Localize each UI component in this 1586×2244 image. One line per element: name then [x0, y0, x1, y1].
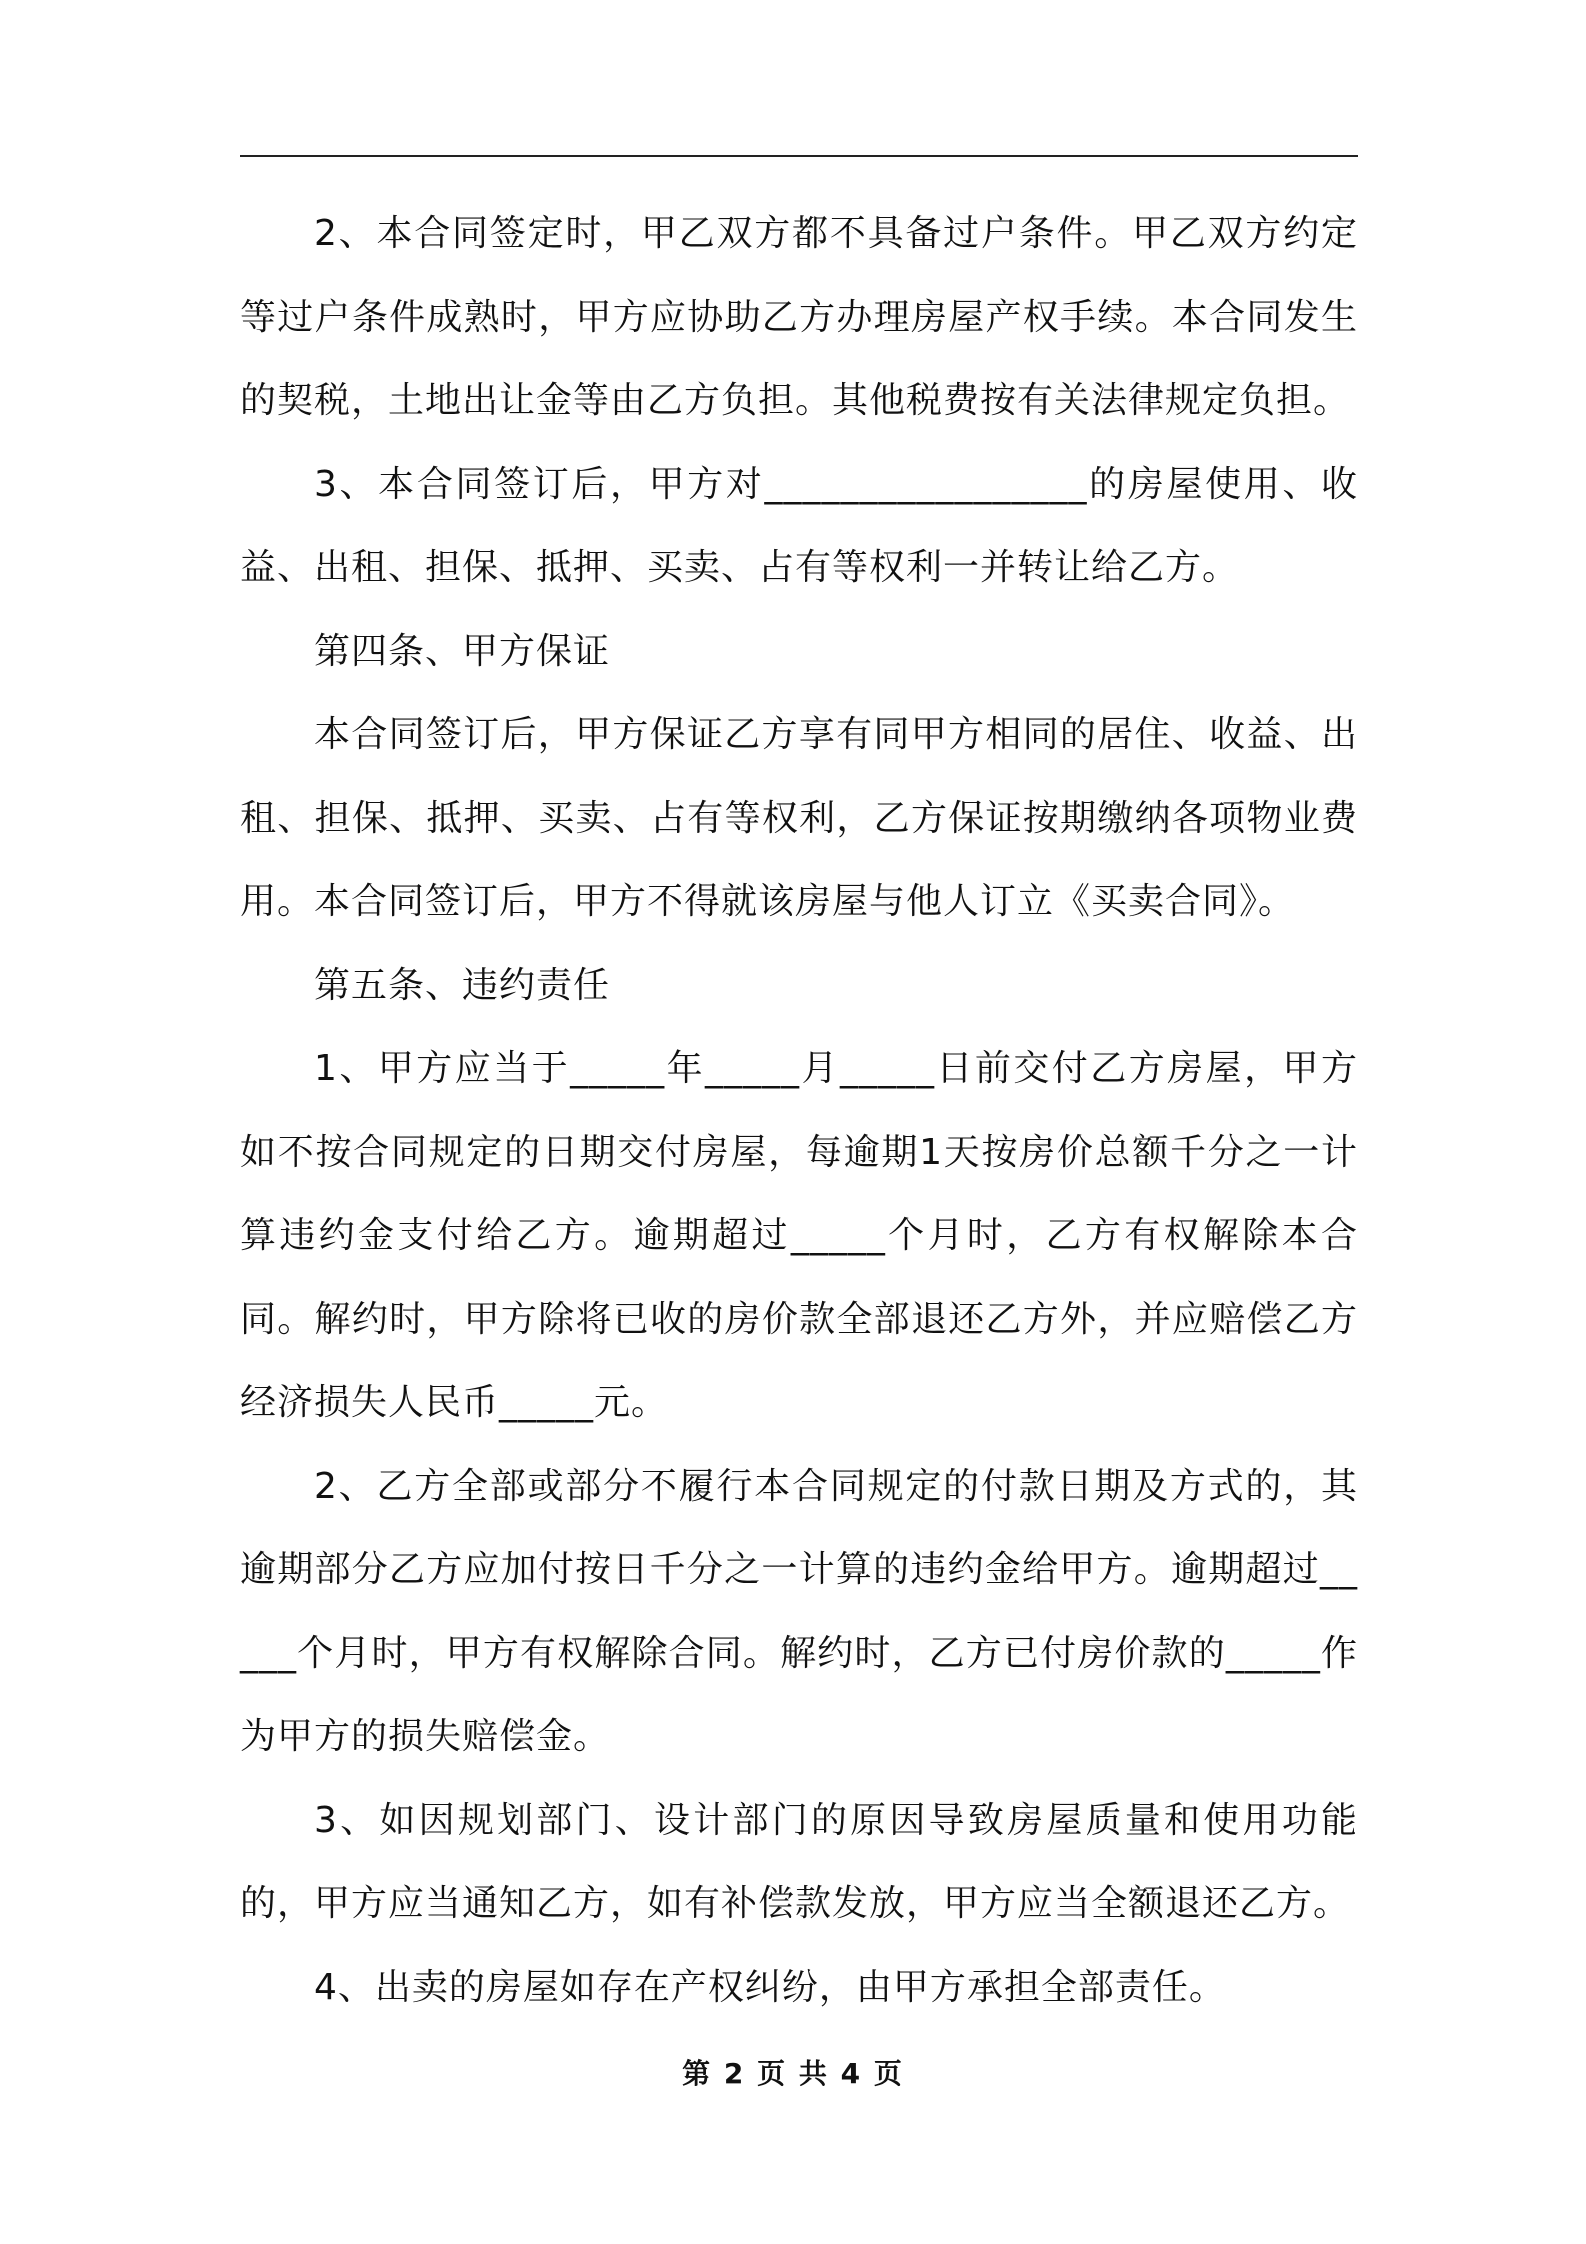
- article-4-heading: 第四条、甲方保证: [314, 630, 611, 672]
- article-5-clause-1: 1、甲方应当于_____年_____月_____日前交付乙方房屋，甲方如不按合同规定的日期交付房屋，每逾期1天按房价总额千分之一计算违约金支付给乙方。逾期超过_____个月时，乙方有权解除本合同。解约时，甲方除将已收的房价款全部退还乙方外，并应赔偿乙方经济损失人民币_____元。: [240, 1048, 1358, 1423]
- document-body: [240, 192, 1358, 2029]
- page-number: 第 2 页 共 4 页: [682, 2057, 904, 2090]
- header-rule: [240, 155, 1358, 157]
- clause-3-rights: 3、本合同签订后，甲方对_________________的房屋使用、收益、出租、担保、抵押、买卖、占有等权利一并转让给乙方。: [240, 463, 1358, 588]
- article-5-clause-4: 4、出卖的房屋如存在产权纠纷，由甲方承担全部责任。: [314, 1966, 1226, 2008]
- article-4-body: 本合同签订后，甲方保证乙方享有同甲方相同的居住、收益、出租、担保、抵押、买卖、占有等权利，乙方保证按期缴纳各项物业费用。本合同签订后，甲方不得就该房屋与他人订立《买卖合同》。: [240, 714, 1358, 922]
- article-5-clause-2: 2、乙方全部或部分不履行本合同规定的付款日期及方式的，其逾期部分乙方应加付按日千分之一计算的违约金给甲方。逾期超过_____个月时，甲方有权解除合同。解约时，乙方已付房价款的_____作为甲方的损失赔偿金。: [240, 1465, 1358, 1757]
- article-5-clause-3: 3、如因规划部门、设计部门的原因导致房屋质量和使用功能的，甲方应当通知乙方，如有补偿款发放，甲方应当全额退还乙方。: [240, 1799, 1358, 1924]
- article-5-heading: 第五条、违约责任: [314, 964, 611, 1006]
- clause-2-transfer: 2、本合同签定时，甲乙双方都不具备过户条件。甲乙双方约定等过户条件成熟时，甲方应协助乙方办理房屋产权手续。本合同发生的契税，土地出让金等由乙方负担。其他税费按有关法律规定负担。: [240, 213, 1358, 421]
